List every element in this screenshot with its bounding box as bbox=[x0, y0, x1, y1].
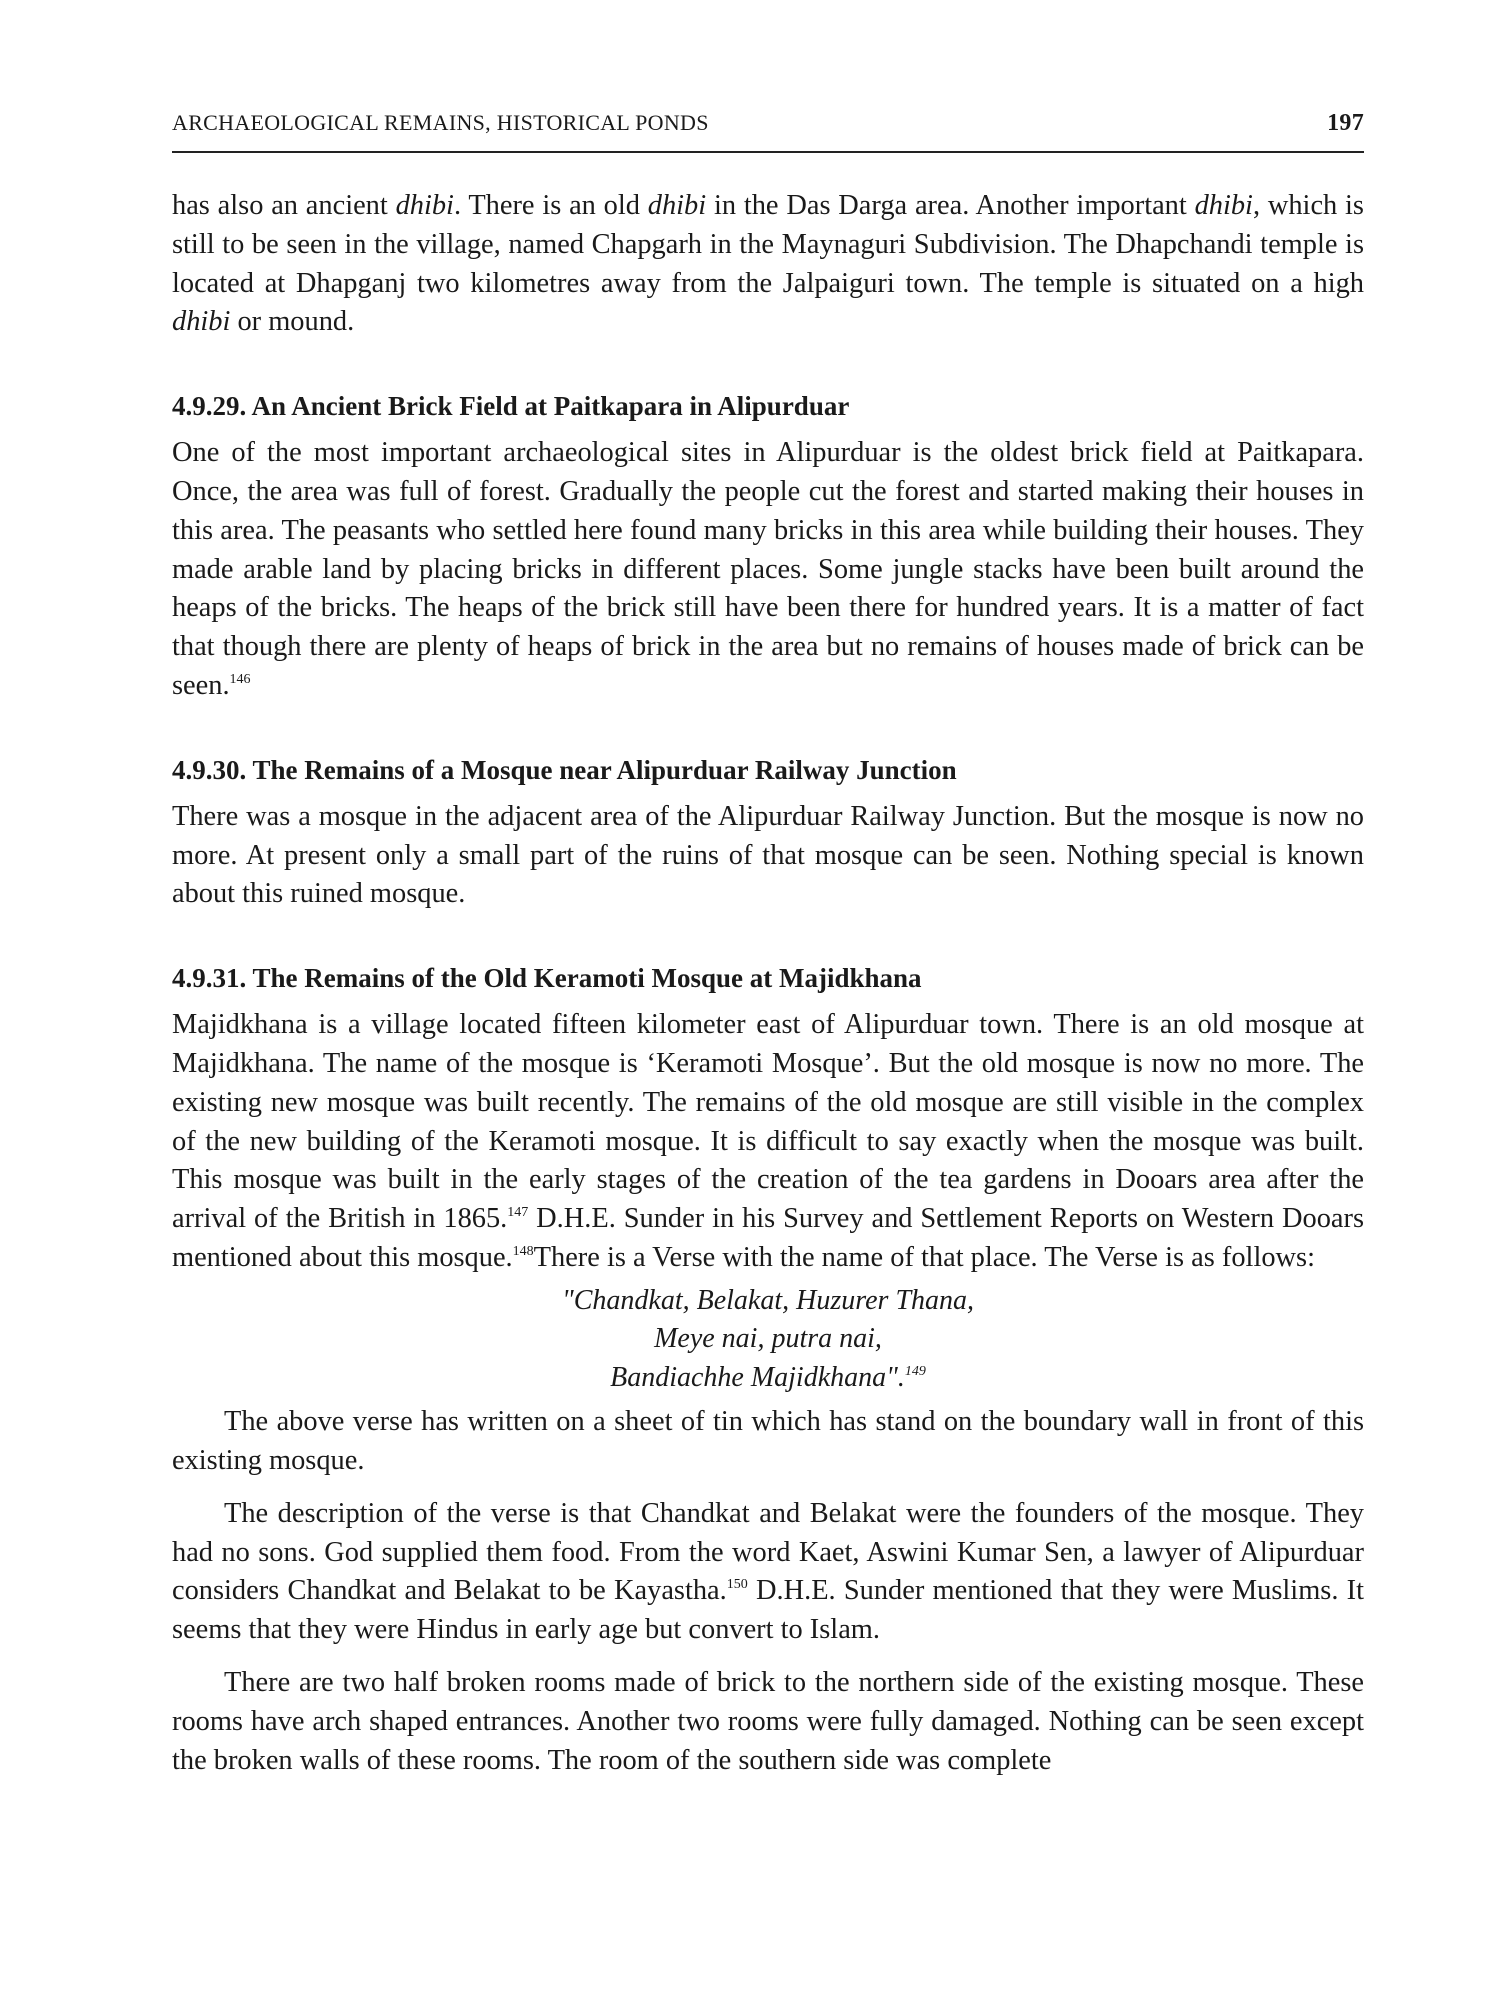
section-31-text-a: Majidkhana is a village located fifteen kilometer east of Alipurduar town. There is an old mosque at Majidkhana. The name of the mosque is ‘Keramoti Mosque’. But the old mosque is now no more. The existing new mosque was built recently. The remains of the old mosque are still visible in the complex of the new building of the Keramoti mosque. It is difficult to say exactly when the mosque was built. This mosque was built in the early stages of the creation of the tea gardens in Dooars area after the arrival of the British in 1865. bbox=[172, 1009, 1364, 1235]
term-dhibi: dhibi bbox=[647, 190, 707, 221]
footnote-ref-147: 147 bbox=[507, 1205, 529, 1221]
footnote-ref-148: 148 bbox=[512, 1243, 534, 1259]
intro-text-2: . There is an old bbox=[453, 190, 648, 221]
section-heading-4-9-31: 4.9.31. The Remains of the Old Keramoti Mosque at Majidkhana bbox=[172, 963, 922, 994]
section-31-para3-a: The description of the verse is that Chandkat and Belakat were the founders of the mosque. They had no sons. God supplied them food. From the word Kaet, Aswini Kumar Sen, a lawyer of Alipurduar considers Chandkat and Belakat to be Kayastha. bbox=[172, 1497, 1364, 1607]
section-31-paragraph-1 bbox=[172, 1006, 1364, 1278]
footnote-ref-150: 150 bbox=[726, 1577, 748, 1593]
verse-line-3-text: Bandiachhe Majidkhana". bbox=[610, 1361, 905, 1393]
book-page bbox=[172, 110, 1364, 1980]
intro-text-4: , which is still to be seen in the village, named Chapgarh in the Maynaguri Subdivision. The Dhapchandi temple is located at Dhapganj two kilometres away from the Jalpaiguri town. The temple is situated on a high bbox=[172, 190, 1364, 299]
section-31-para3-b: D.H.E. Sunder mentioned that they were Muslims. It seems that they were Hindus in early age but convert to Islam. bbox=[172, 1575, 1364, 1646]
footnote-ref-146: 146 bbox=[229, 671, 251, 687]
verse-block bbox=[172, 1282, 1364, 1398]
running-title: ARCHAEOLOGICAL REMAINS, HISTORICAL PONDS bbox=[172, 110, 709, 135]
section-31-text-c: There is a Verse with the name of that place. The Verse is as follows: bbox=[533, 1241, 1315, 1273]
section-30-paragraph: There was a mosque in the adjacent area of the Alipurduar Railway Junction. But the mosque is now no more. At present only a small part of the ruins of that mosque can be seen. Nothing special is known about this ruined mosque. bbox=[172, 800, 1364, 910]
verse-line-2: Meye nai, putra nai, bbox=[654, 1323, 882, 1355]
footnote-ref-149: 149 bbox=[904, 1363, 926, 1379]
intro-text-5: or mound. bbox=[230, 306, 355, 338]
section-31-text-b: D.H.E. Sunder in his Survey and Settlement Reports on Western Dooars mentioned about this mosque. bbox=[172, 1203, 1364, 1273]
term-dhibi: dhibi bbox=[395, 190, 454, 221]
section-heading-4-9-29: 4.9.29. An Ancient Brick Field at Paitkapara in Alipurduar bbox=[172, 391, 850, 422]
running-header bbox=[172, 110, 1364, 153]
term-dhibi: dhibi bbox=[1194, 190, 1253, 221]
verse-line-3 bbox=[172, 1359, 1364, 1398]
intro-text-1: has also an ancient bbox=[172, 190, 396, 221]
section-31-paragraph-3 bbox=[172, 1495, 1364, 1650]
intro-paragraph bbox=[172, 187, 1364, 342]
section-31-paragraph-4: There are two half broken rooms made of brick to the northern side of the existing mosque. These rooms have arch shaped entrances. Another two rooms were fully damaged. Nothing can be seen except the broken walls of these rooms. The room of the southern side was complete bbox=[172, 1667, 1364, 1776]
section-29-paragraph bbox=[172, 434, 1364, 706]
intro-text-3: in the Das Darga area. Another important bbox=[706, 190, 1195, 221]
verse-line-1: "Chandkat, Belakat, Huzurer Thana, bbox=[561, 1284, 975, 1316]
section-heading-4-9-30: 4.9.30. The Remains of a Mosque near Alipurduar Railway Junction bbox=[172, 754, 957, 785]
section-31-paragraph-2: The above verse has written on a sheet of tin which has stand on the boundary wall in front of this existing mosque. bbox=[172, 1406, 1364, 1477]
term-dhibi: dhibi bbox=[172, 306, 231, 338]
section-29-text: One of the most important archaeological sites in Alipurduar is the oldest brick field at Paitkapara. Once, the area was full of forest. Gradually the people cut the forest and started making their houses in this area. The peasants who settled here found many bricks in this area while building their houses. They made arable land by placing bricks in different places. Some jungle stacks have been built around the heaps of the bricks. The heaps of the brick still have been there for hundred years. It is a matter of fact that though there are plenty of heaps of brick in the area but no remains of houses made of brick can be seen. bbox=[172, 437, 1364, 701]
page-number: 197 bbox=[1327, 110, 1364, 136]
